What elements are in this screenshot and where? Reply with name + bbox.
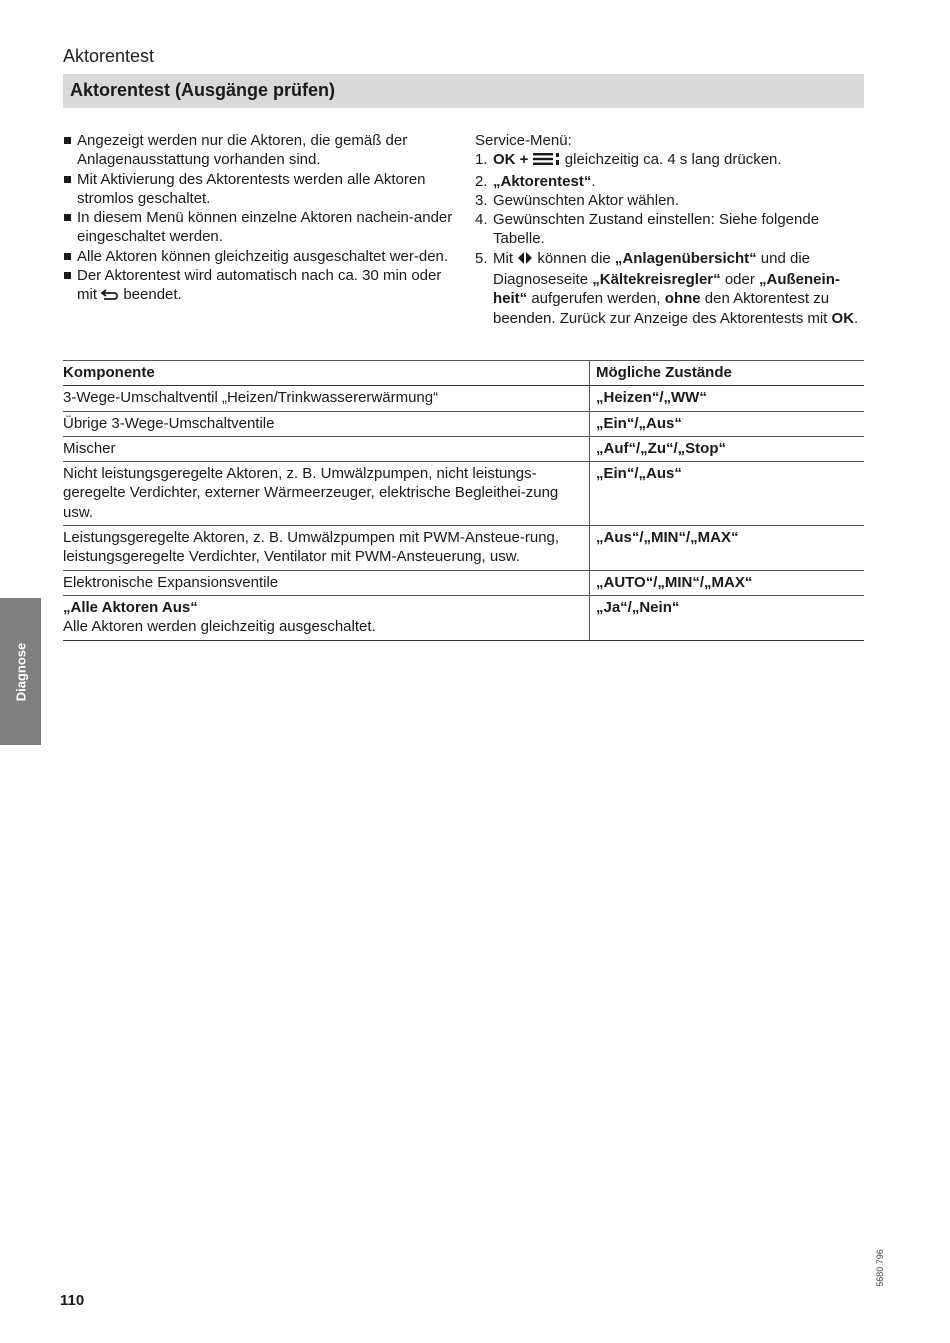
step-key: „Anlagenübersicht“ xyxy=(614,249,757,267)
step-item xyxy=(475,150,870,171)
step-number: 2. xyxy=(475,172,488,190)
component-cell: Übrige 3-Wege-Umschaltventile xyxy=(63,411,590,436)
component-cell: Nicht leistungsgeregelte Aktoren, z. B. Umwälzpumpen, nicht leistungs-geregelte Verdichter, externer Wärmeerzeuger, elektrische Begleithei-zung usw. xyxy=(63,462,590,526)
step-number: 4. xyxy=(475,211,488,229)
step-text: . xyxy=(854,309,859,327)
table-row xyxy=(63,436,864,461)
chapter-tab-label: Diagnose xyxy=(13,642,28,701)
menu-icon xyxy=(533,152,561,171)
table-row xyxy=(63,411,864,436)
step-text: . xyxy=(591,172,596,190)
actuator-states-table xyxy=(63,360,864,641)
component-title: „Alle Aktoren Aus“ xyxy=(63,598,198,616)
states-cell: „Auf“/„Zu“/„Stop“ xyxy=(590,436,865,461)
step-text: gleichzeitig ca. 4 s lang drücken. xyxy=(564,151,782,169)
step-key: „Aktorentest“ xyxy=(493,172,592,190)
table-row xyxy=(63,386,864,411)
states-cell: „Ein“/„Aus“ xyxy=(590,462,865,526)
component-cell: Mischer xyxy=(63,436,590,461)
bullet-text: Der Aktorentest wird automatisch nach ca. 30 min oder mit xyxy=(77,267,442,304)
table-header-row xyxy=(63,361,864,386)
service-heading: Service-Menü: xyxy=(475,132,572,149)
step-text: Gewünschten Zustand einstellen: Siehe folgende Tabelle. xyxy=(493,211,820,248)
step-text: können die xyxy=(537,249,611,267)
step-key: „Kältekreisregler“ xyxy=(592,271,721,289)
step-item xyxy=(475,191,870,210)
page-number: 110 xyxy=(60,1292,85,1309)
left-right-arrows-icon xyxy=(517,251,533,270)
bullet-item xyxy=(63,266,458,307)
step-number: 5. xyxy=(475,249,488,267)
step-text: Gewünschten Aktor wählen. xyxy=(493,191,679,209)
bullet-text: beendet. xyxy=(123,286,182,304)
column-header-states: Mögliche Zustände xyxy=(590,361,865,386)
table-row xyxy=(63,570,864,595)
info-bullets xyxy=(63,131,458,307)
step-key: OK + xyxy=(493,151,529,169)
service-menu-steps xyxy=(475,131,870,328)
step-key: ohne xyxy=(664,290,701,308)
step-key: OK xyxy=(831,309,855,327)
page-title: Aktorentest (Ausgänge prüfen) xyxy=(70,80,336,100)
bullet-item: In diesem Menü können einzelne Aktoren nachein-ander eingeschaltet werden. xyxy=(63,208,458,247)
step-key: „Außenein-heit“ xyxy=(493,271,840,308)
section-title: Aktorentest xyxy=(63,46,155,66)
column-header-component: Komponente xyxy=(63,361,590,386)
bullet-item: Mit Aktivierung des Aktorentests werden alle Aktoren stromlos geschaltet. xyxy=(63,170,458,209)
step-number: 1. xyxy=(475,151,488,169)
states-cell: „Ein“/„Aus“ xyxy=(590,411,865,436)
component-description: Alle Aktoren werden gleichzeitig ausgeschaltet. xyxy=(63,618,376,636)
step-text: oder xyxy=(724,271,755,289)
component-cell: Leistungsgeregelte Aktoren, z. B. Umwälzpumpen mit PWM-Ansteue-rung, leistungsgeregelte Verdichter, Ventilator mit PWM-Ansteuerung, usw. xyxy=(63,526,590,571)
step-text: den Aktorentest zu beenden. Zurück zur Anzeige des Aktorentests mit xyxy=(493,290,830,327)
table-row xyxy=(63,526,864,571)
states-cell: „Heizen“/„WW“ xyxy=(590,386,865,411)
step-text: aufgerufen werden, xyxy=(531,290,661,308)
component-cell: 3-Wege-Umschaltventil „Heizen/Trinkwassererwärmung“ xyxy=(63,386,590,411)
page-title-bar xyxy=(63,74,864,108)
back-arrow-icon xyxy=(101,287,119,306)
step-number: 3. xyxy=(475,191,488,209)
table-row xyxy=(63,595,864,640)
bullet-item: Alle Aktoren können gleichzeitig ausgeschaltet wer-den. xyxy=(63,247,458,266)
step-item xyxy=(475,210,870,249)
chapter-tab xyxy=(0,598,41,745)
table-row xyxy=(63,462,864,526)
bullet-item: Angezeigt werden nur die Aktoren, die gemäß der Anlagenausstattung vorhanden sind. xyxy=(63,131,458,170)
step-text: und die Diagnoseseite xyxy=(493,249,810,289)
document-code: 5680 796 xyxy=(875,1249,885,1287)
states-cell: „Aus“/„MIN“/„MAX“ xyxy=(590,526,865,571)
step-item xyxy=(475,249,870,328)
states-cell: „Ja“/„Nein“ xyxy=(590,595,865,640)
step-item xyxy=(475,172,870,191)
component-cell: Elektronische Expansionsventile xyxy=(63,570,590,595)
component-cell xyxy=(63,595,590,640)
states-cell: „AUTO“/„MIN“/„MAX“ xyxy=(590,570,865,595)
step-text: Mit xyxy=(493,249,513,267)
